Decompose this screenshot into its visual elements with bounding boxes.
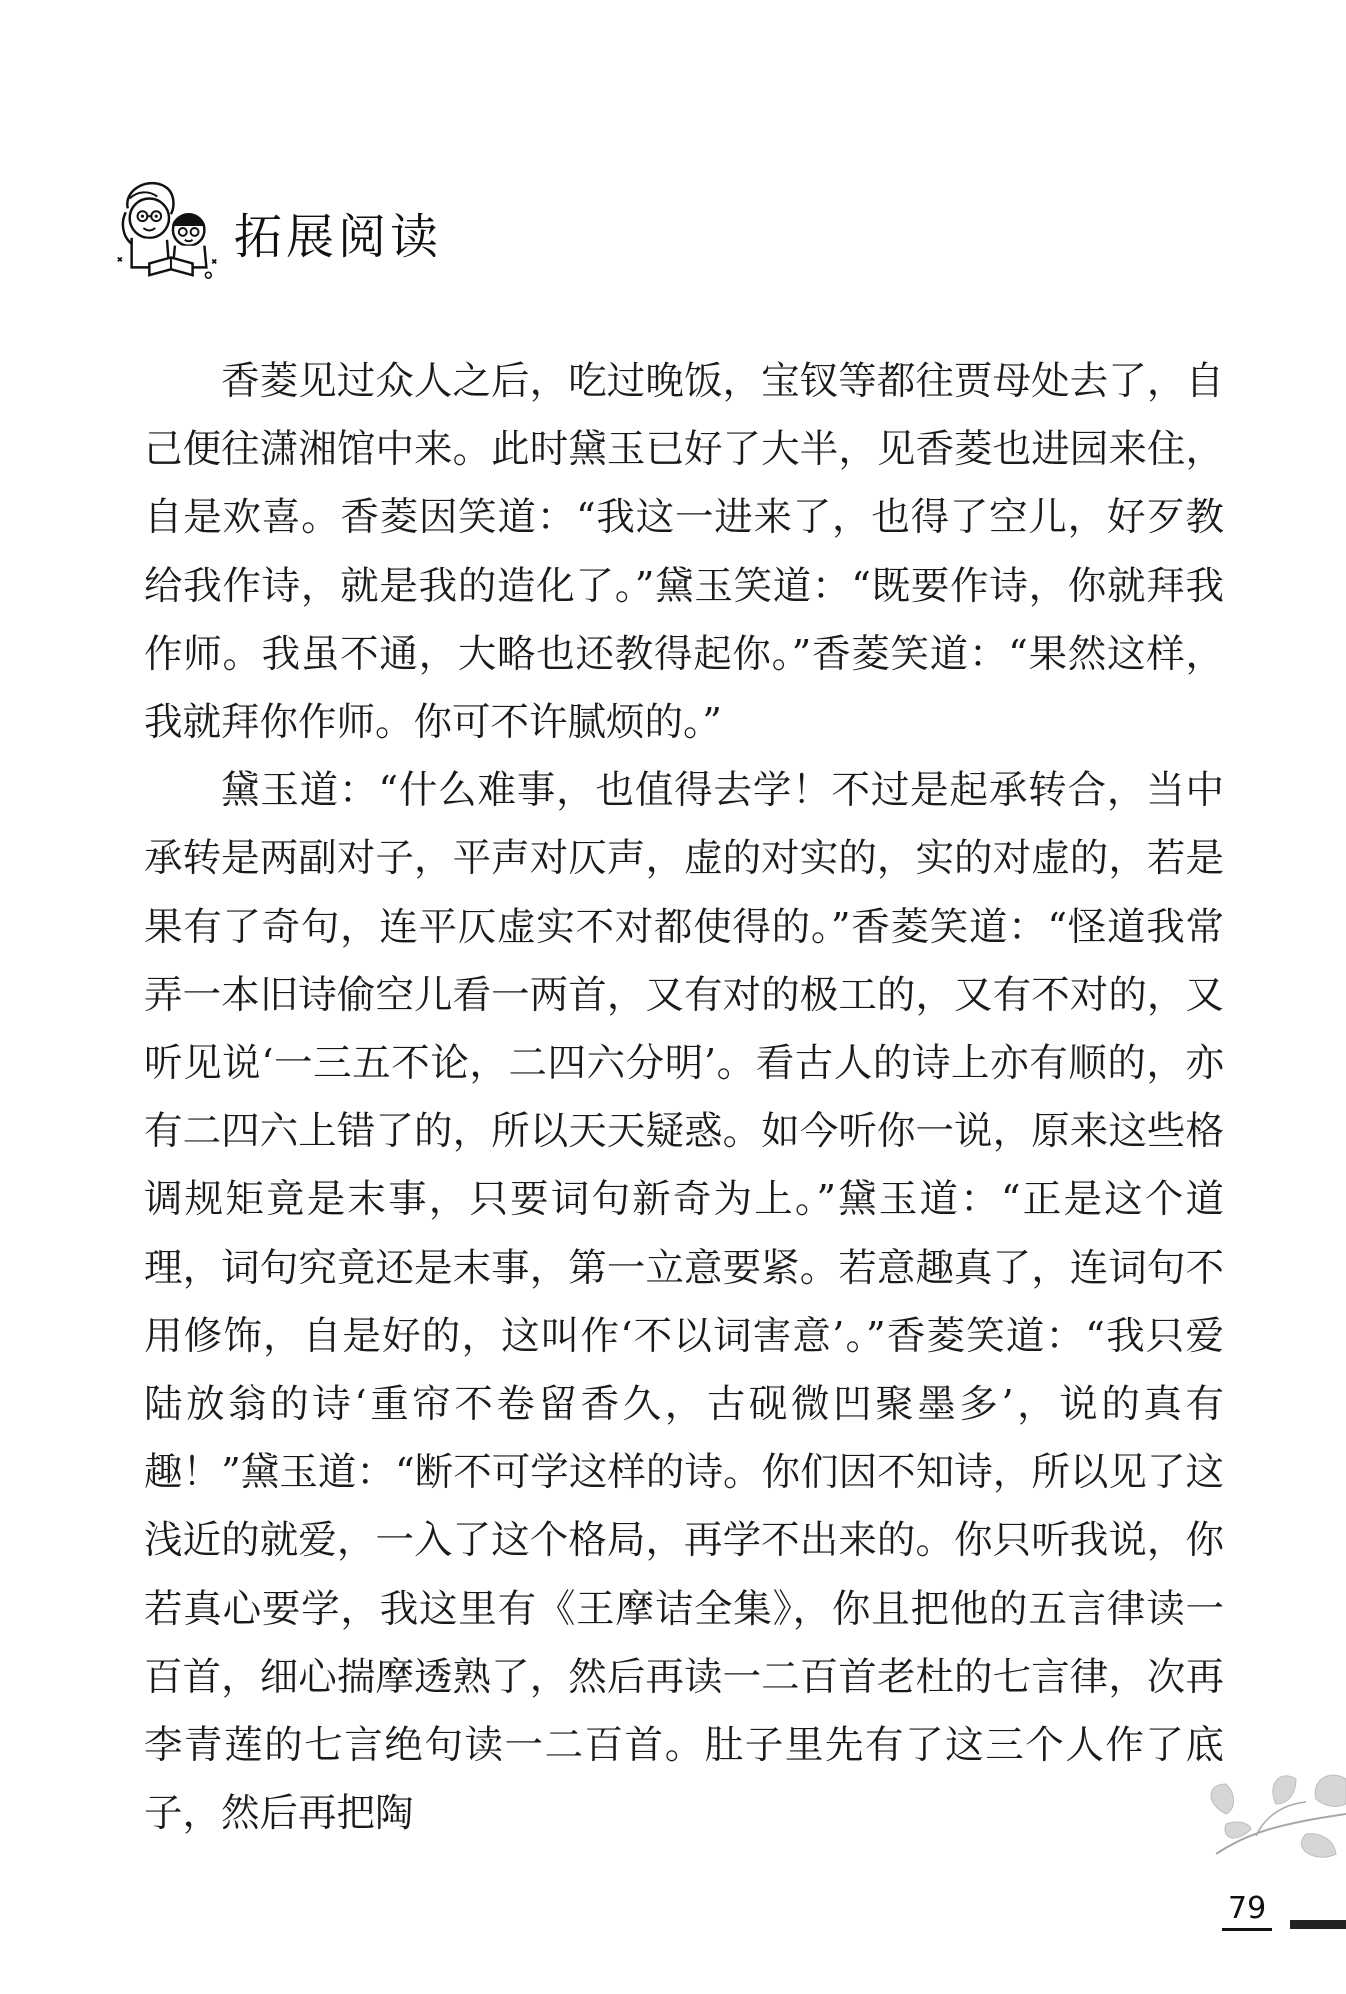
reading-passage — [144, 348, 1224, 1848]
leaf-branch-icon — [1196, 1754, 1346, 1874]
page-number: 79 — [1222, 1890, 1272, 1931]
section-header — [110, 168, 442, 288]
page-bar — [1290, 1920, 1346, 1929]
reading-children-icon — [110, 169, 228, 287]
section-title: 拓展阅读 — [234, 208, 443, 265]
paragraph: 黛玉道：“什么难事，也值得去学！不过是起承转合，当中承转是两副对子，平声对仄声，虚的对实的，实的对虚的，若是果有了奇句，连平仄虚实不对都使得的。”香菱笑道：“怪道我常弄一本旧诗偷空儿看一两首，又有对的极工的，又有不对的，又听见说‘一三五不论，二四六分明’。看古人的诗上亦有顺的，亦有二四六上错了的，所以天天疑惑。如今听你一说，原来这些格调规矩竟是末事，只要词句新奇为上。”黛玉道：“正是这个道理，词句究竟还是末事，第一立意要紧。若意趣真了，连词句不用修饰，自是好的，这叫作‘不以词害意’。”香菱笑道：“我只爱陆放翁的诗‘重帘不卷留香久，古砚微凹聚墨多’，说的真有趣！”黛玉道：“断不可学这样的诗。你们因不知诗，所以见了这浅近的就爱，一入了这个格局，再学不出来的。你只听我说，你若真心要学，我这里有《王摩诘全集》，你且把他的五言律读一百首，细心揣摩透熟了，然后再读一二百首老杜的七言律，次再李青莲的七言绝句读一二百首。肚子里先有了这三个人作了底子，然后再把陶 — [144, 768, 1224, 1837]
page-number-box — [1222, 1890, 1272, 1930]
paragraph: 香菱见过众人之后，吃过晚饭，宝钗等都往贾母处去了，自己便往潇湘馆中来。此时黛玉已好了大半，见香菱也进园来住，自是欢喜。香菱因笑道：“我这一进来了，也得了空儿，好歹教给我作诗，就是我的造化了。”黛玉笑道：“既要作诗，你就拜我作师。我虽不通，大略也还教得起你。”香菱笑道：“果然这样，我就拜你作师。你可不许腻烦的。” — [144, 359, 1224, 746]
